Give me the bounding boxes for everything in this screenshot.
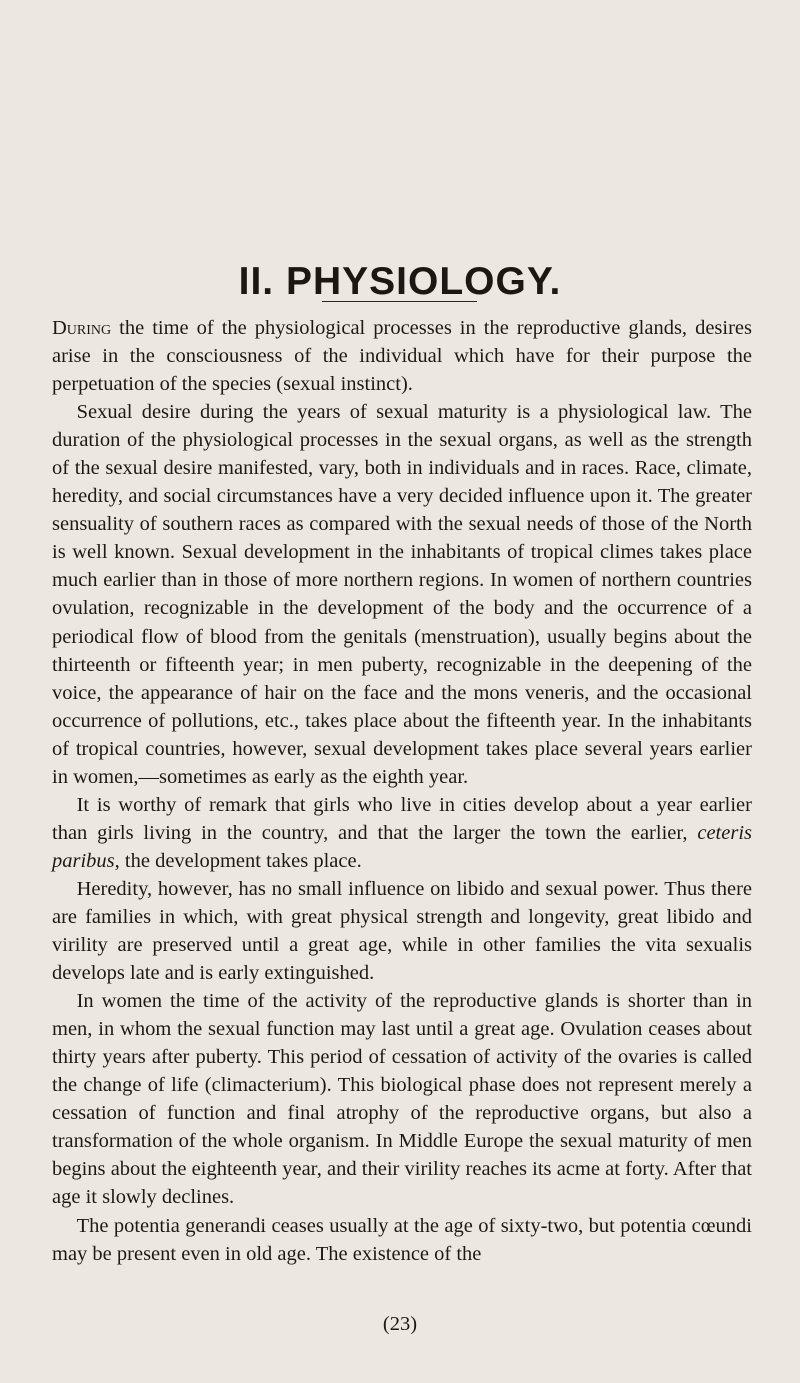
page-number: (23) [382, 1313, 418, 1335]
title-divider-rule [322, 301, 477, 302]
paragraph-3 [52, 791, 752, 875]
paragraph-4: Heredity, however, has no small influence on libido and sexual power. Thus there are families in which, with great physical strength and longevity, great libido and virility are preserved until a great age, while in other families the vita sexualis develops late and is early extinguished. [52, 877, 752, 985]
latin-phrase: ceteris paribus [52, 821, 752, 872]
paragraph-1 [52, 314, 752, 398]
paragraph-6: The potentia generandi ceases usually at the age of sixty-two, but potentia cœundi may be present even in old age. The existence of the [52, 1214, 752, 1265]
drop-lead-word: During [52, 317, 112, 339]
paragraph-3-text-after: , the development takes place. [114, 849, 362, 872]
paragraph-1-text: the time of the physiological processes in the reproductive glands, desires arise in the consciousness of the individual which have for their purpose the perpetuation of the species (sexual instinct). [52, 317, 752, 396]
paragraph-3-text-before: It is worthy of remark that girls who live in cities develop about a year earlier than girls living in the country, and that the larger the town the earlier, [52, 793, 752, 844]
paragraph-5: In women the time of the activity of the reproductive glands is shorter than in men, in whom the sexual function may last until a great age. Ovulation ceases about thirty years after puberty. This period of cessation of activity of the ovaries is called the change of life (climacterium). This biological phase does not represent merely a cessation of function and final atrophy of the reproductive organs, but also a transformation of the whole organism. In Middle Europe the sexual maturity of men begins about the eighteenth year, and their virility reaches its acme at forty. After that age it slowly declines. [52, 990, 752, 1209]
paragraph-2: Sexual desire during the years of sexual maturity is a physiological law. The duration of the physiological processes in the sexual organs, as well as the strength of the sexual desire manifested, vary, both in individuals and in races. Race, climate, heredity, and social circumstances have a very decided influence upon it. The greater sensuality of southern races as compared with the sexual needs of those of the North is well known. Sexual development in the inhabitants of tropical climes takes place much earlier than in those of more northern regions. In women of northern countries ovulation, recognizable in the development of the body and the occurrence of a periodical flow of blood from the genitals (menstruation), usually begins about the thirteenth or fifteenth year; in men puberty, recognizable in the deepening of the voice, the appearance of hair on the face and the mons veneris, and the occasional occurrence of pollutions, etc., takes place about the fifteenth year. In the inhabitants of tropical countries, however, sexual development takes place several years earlier in women,—sometimes as early as the eighth year. [52, 401, 752, 788]
chapter-title: II. PHYSIOLOGY. [238, 260, 562, 304]
body-text [52, 314, 752, 1268]
